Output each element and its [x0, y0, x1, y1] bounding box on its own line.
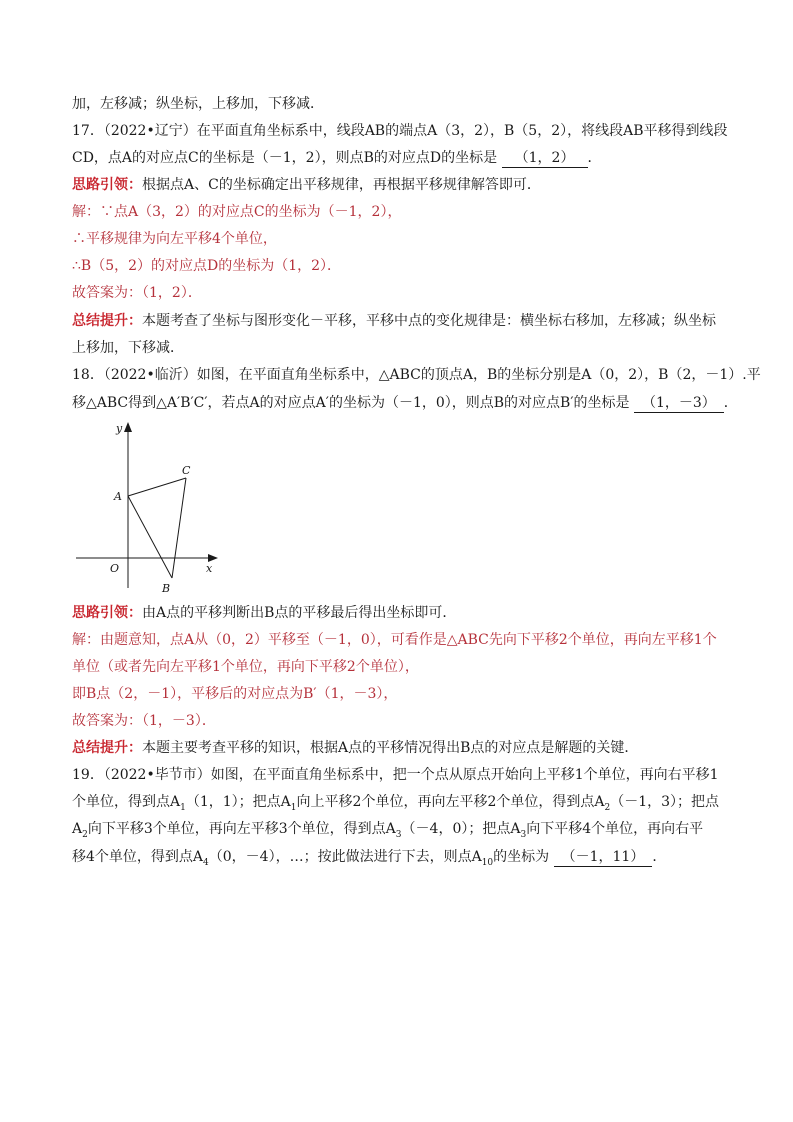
q18-summary-label: 总结提升： — [72, 740, 142, 756]
q18-hint — [72, 604, 732, 622]
q17-stem-text: CD，点A的对应点C的坐标是（－1，2），则点B的对应点D的坐标是 — [72, 150, 502, 166]
x-axis-arrow — [208, 554, 218, 562]
q17-hint-text: 根据点A、C的坐标确定出平移规律，再根据平移规律解答即可． — [142, 177, 541, 193]
q19-text: 向下平移4个单位，再向右平 — [526, 821, 704, 837]
q19-stem-line1: 19．（2022•毕节市）如图，在平面直角坐标系中，把一个点从原点开始向上平移1个单位，再向右平移1 — [72, 767, 719, 783]
q18-figure — [96, 418, 226, 596]
q19-text: 个单位，得到点A — [72, 794, 181, 810]
side-bc — [172, 478, 186, 578]
q19-stem-line4 — [72, 848, 732, 872]
q17-answer: （1，2） — [502, 149, 588, 168]
q19-text: （－4，0）；把点A — [401, 821, 521, 837]
side-ac — [128, 478, 186, 496]
q19-text: 移4个单位，得到点A — [72, 849, 204, 865]
q18-hint-text: 由A点的平移判断出B点的平移最后得出坐标即可． — [142, 605, 457, 621]
point-c-label: C — [182, 464, 191, 477]
q19-text: 向上平移2个单位，再向左平移2个单位，得到点A — [296, 794, 605, 810]
q17-summary — [72, 312, 732, 330]
q18-solution-3: 即B点（2，－1），平移后的对应点为B′（1，－3）， — [72, 686, 398, 702]
q17-summary-text: 本题考查了坐标与图形变化－平移，平移中点的变化规律是：横坐标右移加，左移减；纵坐标 — [142, 313, 716, 329]
q17-stem-line2 — [72, 149, 732, 168]
q18-stem-line2 — [72, 394, 738, 413]
subscript: 2 — [604, 802, 611, 813]
origin-label: O — [110, 562, 120, 575]
point-a-label: A — [114, 490, 122, 503]
q19-text: （－1，3）；把点 — [610, 794, 720, 810]
y-axis-label: y — [116, 422, 123, 435]
x-axis-label: x — [206, 562, 213, 575]
q19-stem-line2 — [72, 793, 732, 817]
y-axis-arrow — [124, 422, 132, 432]
point-b-label: B — [162, 582, 171, 595]
q18-summary — [72, 739, 732, 757]
q18-solution-2: 单位（或者先向左平移1个单位，再向下平移2个单位）， — [72, 659, 419, 675]
subscript: 3 — [395, 829, 402, 840]
q19-text: 的坐标为 — [493, 849, 554, 865]
q19-text: A — [72, 821, 83, 837]
subscript: 3 — [520, 829, 527, 840]
subscript: 1 — [180, 802, 186, 813]
subscript: 1 — [290, 802, 297, 813]
q18-summary-text: 本题主要考查平移的知识，根据A点的平移情况得出B点的对应点是解题的关键． — [142, 740, 639, 756]
q18-end: ． — [723, 395, 738, 411]
intro-line: 加，左移减；纵坐标，上移加，下移减． — [72, 96, 324, 112]
q17-solution-3: ∴B（5，2）的对应点D的坐标为（1，2）． — [72, 258, 342, 274]
q18-solution-4: 故答案为：（1，－3）． — [72, 713, 216, 729]
q19-answer: （－1，11） — [554, 848, 653, 867]
q19-text: 向下平移3个单位，再向左平移3个单位，得到点A — [87, 821, 396, 837]
q19-text: （1，1）；把点A — [185, 794, 291, 810]
q17-solution-4: 故答案为：（1，2）． — [72, 285, 202, 301]
q17-stem-line1: 17．（2022•辽宁）在平面直角坐标系中，线段AB的端点A（3，2），B（5，2），将线段AB平移得到线段 — [72, 123, 728, 139]
q17-summary-label: 总结提升： — [72, 313, 142, 329]
q17-solution-2: ∴平移规律为向左平移4个单位， — [72, 231, 277, 247]
q17-solution-1: 解：∵点A（3，2）的对应点C的坐标为（－1，2）， — [72, 204, 402, 220]
q19-end: ． — [652, 849, 667, 865]
q18-stem-line1: 18．（2022•临沂）如图，在平面直角坐标系中，△ABC的顶点A，B的坐标分别是A（0，2），B（2，－1）.平 — [72, 367, 761, 383]
side-ab — [128, 496, 172, 578]
q18-solution-1: 解：由题意知，点A从（0，2）平移至（－1，0），可看作是△ABC先向下平移2个单位，再向左平移1个 — [72, 632, 717, 648]
subscript: 4 — [203, 857, 209, 868]
q19-stem-line3 — [72, 820, 732, 844]
q19-text: （0，－4），…；按此做法进行下去，则点A — [208, 849, 482, 865]
q17-hint — [72, 176, 732, 194]
q17-end: ． — [587, 150, 602, 166]
subscript: 10 — [481, 857, 494, 868]
q17-summary-cont: 上移加，下移减． — [72, 340, 184, 356]
q18-stem-text: 移△ABC得到△A′B′C′，若点A的对应点A′的坐标为（－1，0），则点B的对应点B′的坐标是 — [72, 395, 634, 411]
subscript: 2 — [82, 829, 88, 840]
q18-hint-label: 思路引领： — [72, 605, 142, 621]
q17-hint-label: 思路引领： — [72, 177, 142, 193]
q18-answer: （1，－3） — [634, 394, 724, 413]
